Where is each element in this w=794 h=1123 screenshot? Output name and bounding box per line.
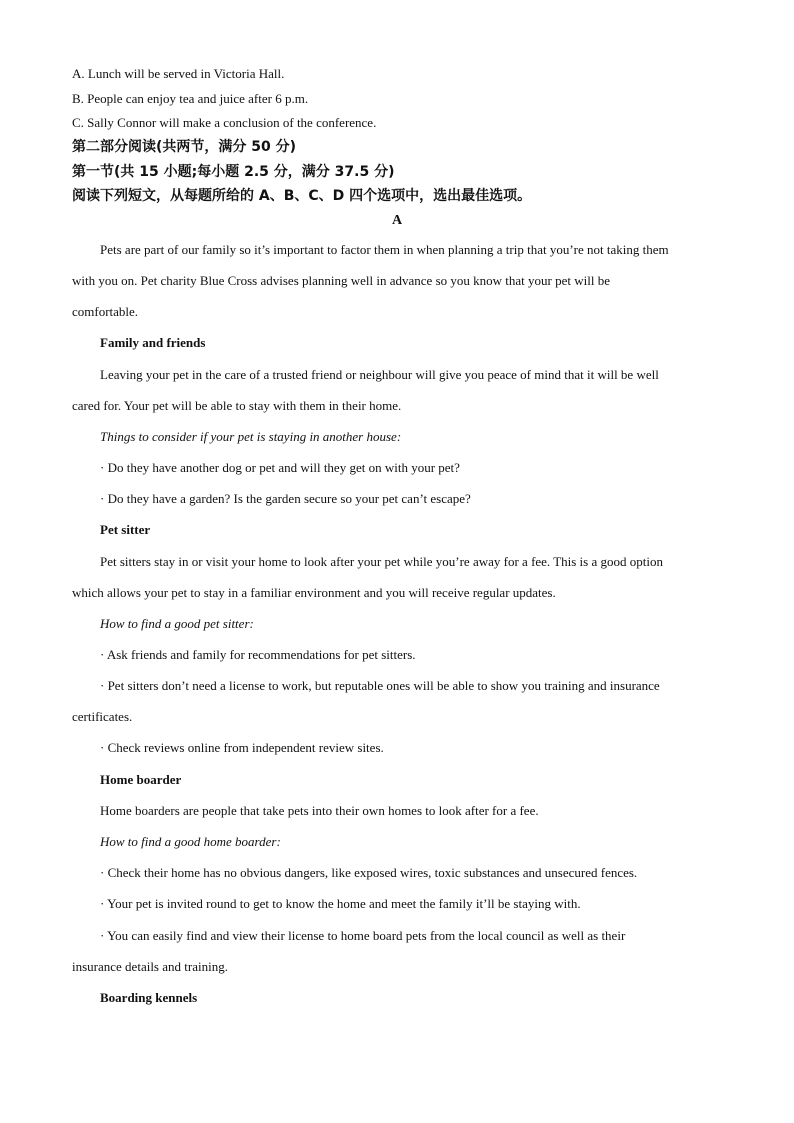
option-a: A. Lunch will be served in Victoria Hall.	[72, 66, 285, 81]
intro-line-1: Pets are part of our family so it’s important to factor them in when planning a trip that you’re not taking them	[100, 242, 669, 257]
family-bullet-2: · Do they have a garden? Is the garden secure so your pet can’t escape?	[100, 491, 471, 506]
boarder-body: Home boarders are people that take pets into their own homes to look after for a fee.	[100, 803, 539, 818]
family-bullet-1: · Do they have another dog or pet and will they get on with your pet?	[100, 460, 460, 475]
sitter-body-line-2: which allows your pet to stay in a familiar environment and you will receive regular updates.	[72, 585, 556, 600]
sitter-bullet-3: · Check reviews online from independent review sites.	[100, 740, 384, 755]
boarder-bullet-2: · Your pet is invited round to get to know the home and meet the family it’ll be staying with.	[100, 896, 581, 911]
boarder-bullet-3-line-2: insurance details and training.	[72, 959, 228, 974]
intro-line-2: with you on. Pet charity Blue Cross advises planning well in advance so you know that your pet will be	[72, 273, 610, 288]
subsection-title: 第一节(共 15 小题;每小题 2.5 分，满分 37.5 分)	[72, 164, 395, 180]
passage-letter: A	[391, 213, 403, 228]
option-c: C. Sally Connor will make a conclusion of the conference.	[72, 115, 377, 130]
sitter-bullet-2-line-1: · Pet sitters don’t need a license to work, but reputable ones will be able to show you training and insurance	[100, 678, 660, 693]
family-body-line-1: Leaving your pet in the care of a trusted friend or neighbour will give you peace of mind that it will be well	[100, 367, 659, 382]
sitter-body-line-1: Pet sitters stay in or visit your home to look after your pet while you’re away for a fee. This is a good option	[100, 554, 663, 569]
sitter-bullet-1: · Ask friends and family for recommendations for pet sitters.	[100, 647, 416, 662]
sitter-heading: Pet sitter	[100, 522, 151, 537]
family-body-line-2: cared for. Your pet will be able to stay with them in their home.	[72, 398, 402, 413]
sitter-bullet-2-line-2: certificates.	[72, 709, 133, 724]
family-consider: Things to consider if your pet is staying in another house:	[100, 429, 402, 444]
boarder-howto: How to find a good home boarder:	[100, 834, 281, 849]
boarder-bullet-1: · Check their home has no obvious dangers, like exposed wires, toxic substances and unsecured fences.	[100, 865, 638, 880]
boarder-bullet-3-line-1: · You can easily find and view their license to home board pets from the local council as well as their	[100, 928, 626, 943]
family-heading: Family and friends	[100, 335, 206, 350]
instruction: 阅读下列短文，从每题所给的 A、B、C、D 四个选项中，选出最佳选项。	[72, 188, 532, 204]
part-title: 第二部分阅读(共两节，满分 50 分)	[72, 139, 297, 155]
option-b: B. People can enjoy tea and juice after 6 p.m.	[72, 91, 309, 106]
kennels-heading: Boarding kennels	[100, 990, 198, 1005]
intro-line-3: comfortable.	[72, 304, 139, 319]
boarder-heading: Home boarder	[100, 772, 182, 787]
sitter-howto: How to find a good pet sitter:	[100, 616, 254, 631]
